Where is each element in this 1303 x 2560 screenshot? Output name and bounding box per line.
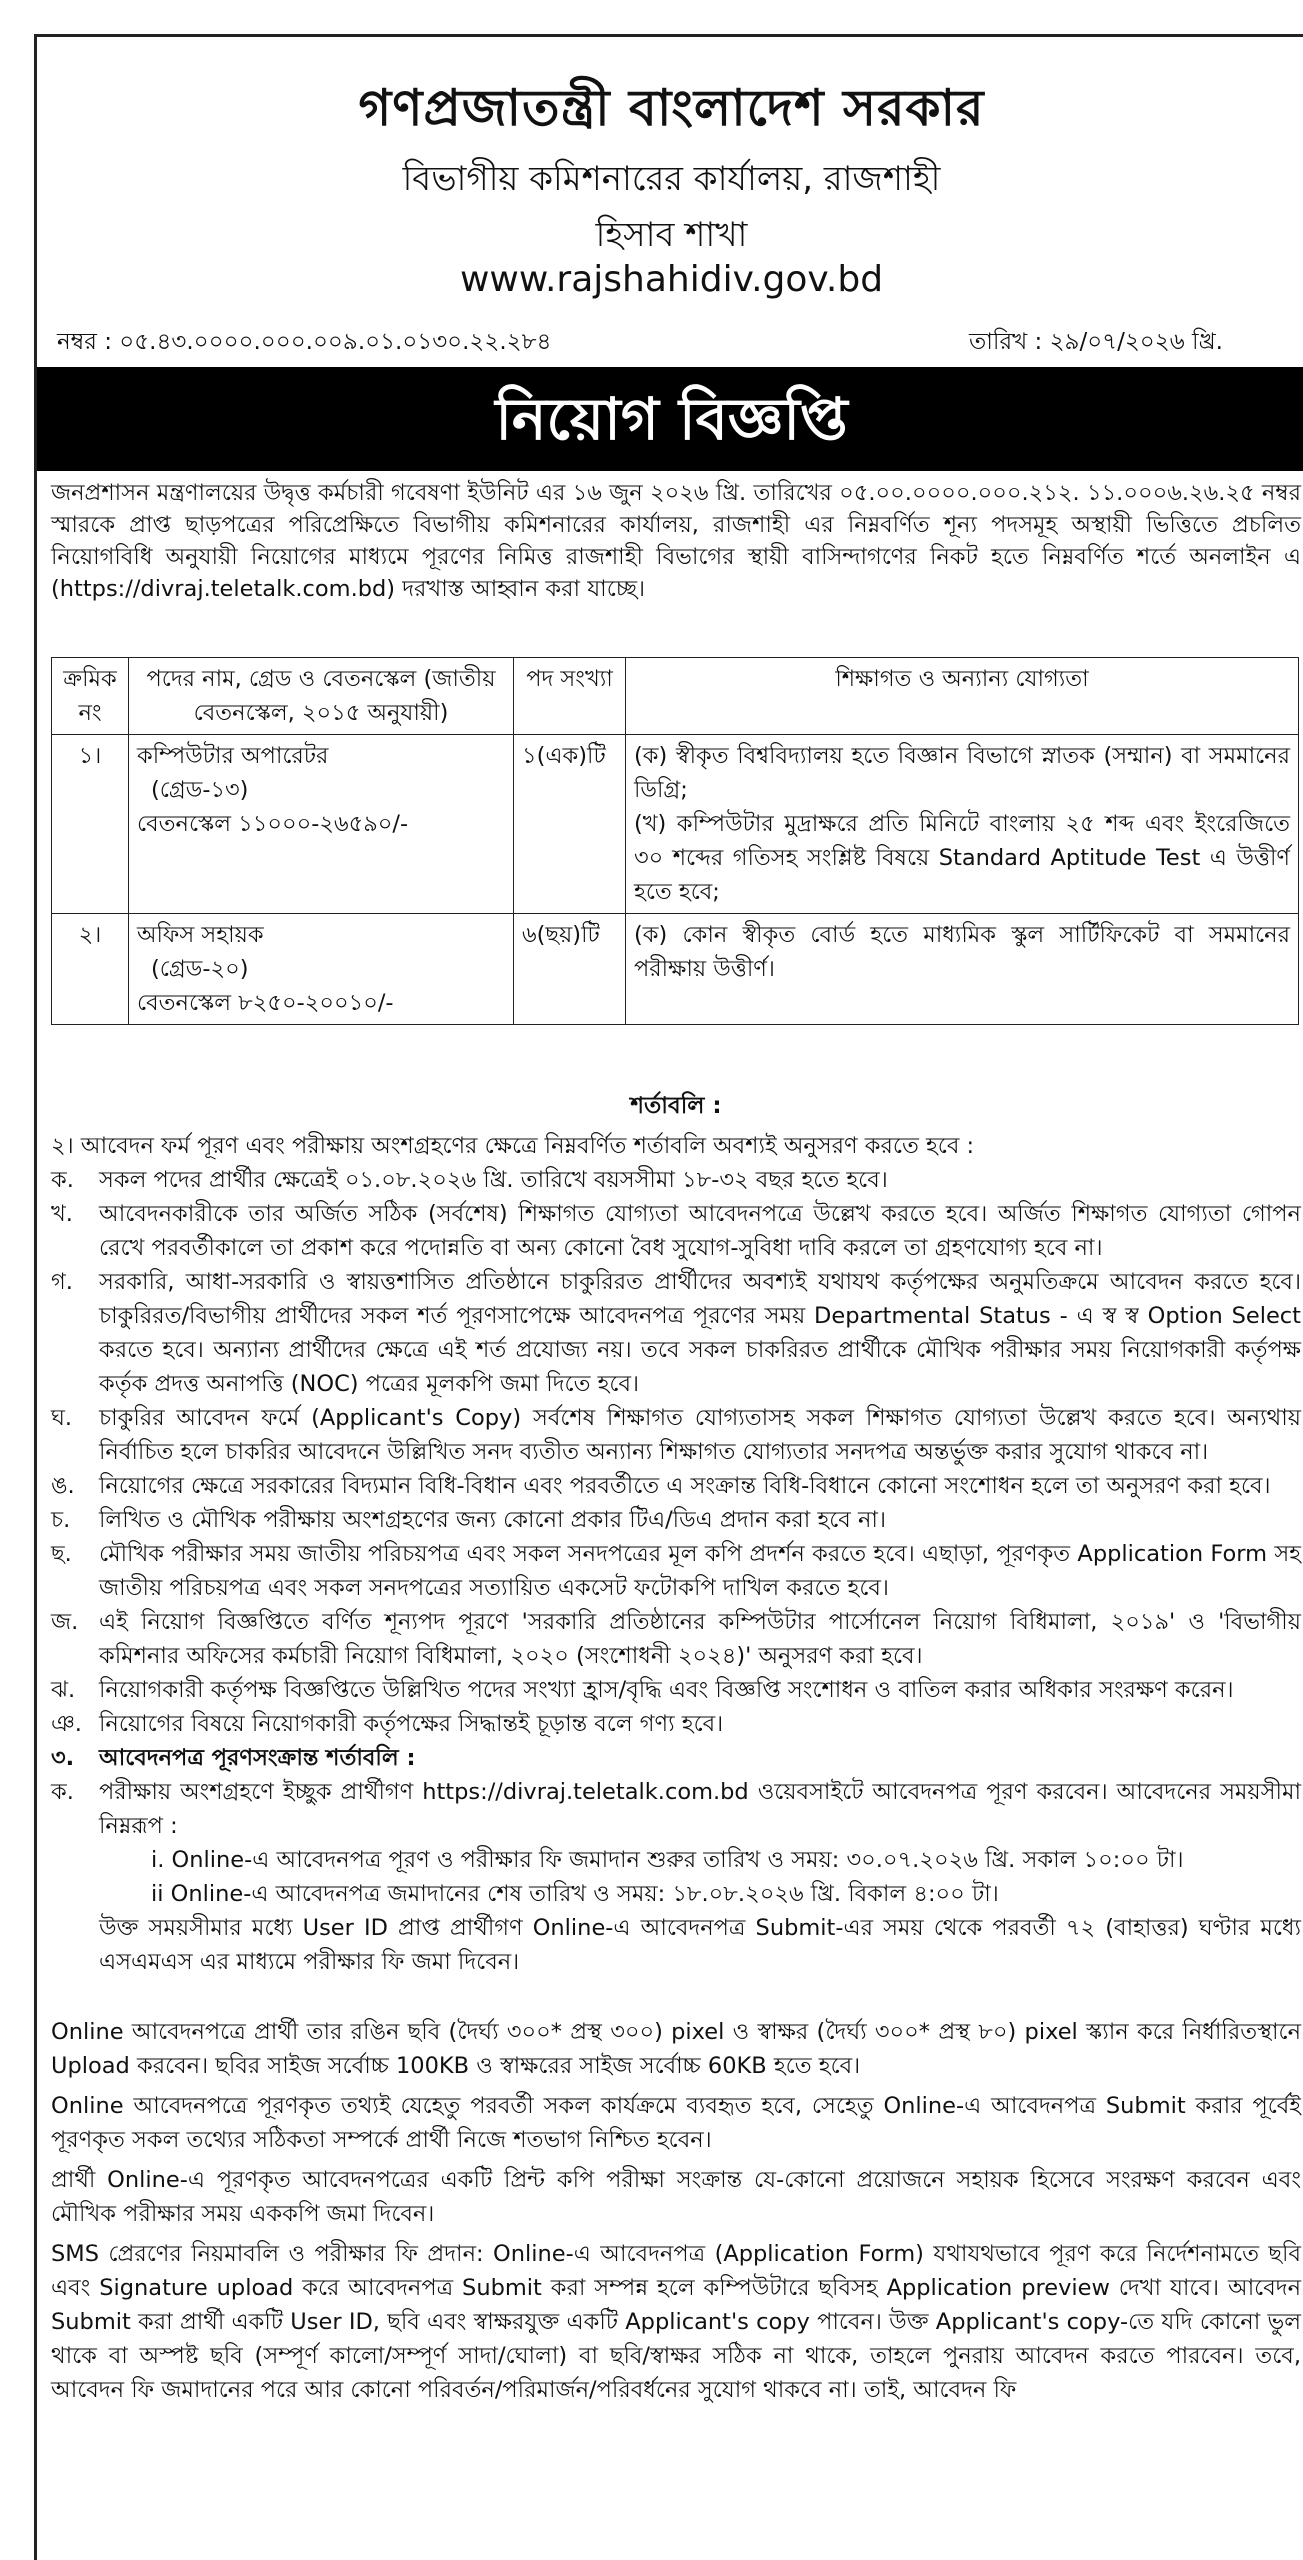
branch-name: হিসাব শাখা (595, 215, 748, 255)
terms-section (51, 1089, 1301, 2413)
item-text: নিয়োগকারী কর্তৃপক্ষ বিজ্ঞপ্তিতে উল্লিখিত পদের সংখ্যা হ্রাস/বৃদ্ধি এবং বিজ্ঞপ্তি সংশোধন ও বাতিল করার অধিকার সংরক্ষণ করেন। (99, 1677, 1234, 1703)
section-label: ৩. (51, 1745, 75, 1771)
info-accuracy-paragraph: Online আবেদনপত্রে পূরণকৃত তথ্যই যেহেতু পরবর্তী সকল কার্যক্রমে ব্যবহৃত হবে, সেহেতু Online-এ আবেদনপত্র Submit করার পূর্বেই পূরণকৃত সকল তথ্যের সঠিকতা সম্পর্কে প্রার্থী নিজে শতভাগ নিশ্চিত হবেন। (51, 2093, 1301, 2153)
list-item (51, 1605, 1301, 1673)
posts-table (51, 657, 1299, 1025)
item-text: আবেদনকারীকে তার অর্জিত সঠিক (সর্বশেষ) শিক্ষাগত যোগ্যতা আবেদনপত্রে উল্লেখ করতে হবে। অর্জিত শিক্ষাগত যোগ্যতা গোপন রেখে পরবর্তীকালে তা প্রকাশ করে পদোন্নতি বা অন্য কোনো বৈধ সুযোগ-সুবিধা দাবি করলে তা গ্রহণযোগ্য হবে না। (99, 1201, 1301, 1261)
post-name: কম্পিউটার অপারেটর (137, 743, 329, 769)
terms-intro: ২। আবেদন ফর্ম পূরণ এবং পরীক্ষায় অংশগ্রহণের ক্ষেত্রে নিম্নবর্ণিত শর্তাবলি অবশ্যই অনুসরণ করতে হবে : (51, 1133, 975, 1159)
memo-number: নম্বর : ০৫.৪৩.০০০০.০০০.০০৯.০১.০১৩০.২২.২৮৪ (57, 329, 552, 355)
row-count: ১(এক)টি (514, 735, 626, 914)
list-item (51, 1537, 1301, 1605)
application-end-time: ii Online-এ আবেদনপত্র জমাদানের শেষ তারিখ ও সময়: ১৮.০৮.২০২৬ খ্রি. বিকাল ৪:০০ টা। (151, 1881, 999, 1907)
item-text: সকল পদের প্রার্থীর ক্ষেত্রেই ০১.০৮.২০২৬ খ্রি. তারিখে বয়সসীমা ১৮-৩২ বছর হতে হবে। (99, 1167, 888, 1193)
item-text: চাকুরির আবেদন ফর্মে (Applicant's Copy) সর্বশেষ শিক্ষাগত যোগ্যতাসহ সকল শিক্ষাগত যোগ্যতা উল্লেখ করতে হবে। অন্যথায় নির্বাচিত হলে চাকরির আবেদনে উল্লিখিত সনদ ব্যতীত অন্যান্য শিক্ষাগত যোগ্যতার সনদপত্র অন্তর্ভুক্ত করার সুযোগ থাকবে না। (99, 1405, 1301, 1465)
item-text: নিয়োগের ক্ষেত্রে সরকারের বিদ্যমান বিধি-বিধান এবং পরবর্তীতে এ সংক্রান্ত বিধি-বিধানে কোনো সংশোধন হলে তা অনুসরণ করা হবে। (99, 1473, 1271, 1499)
post-scale: বেতনস্কেল ৮২৫০-২০০১০/- (137, 990, 394, 1016)
item-label: ঝ. (51, 1677, 76, 1703)
item-text: লিখিত ও মৌখিক পরীক্ষায় অংশগ্রহণের জন্য কোনো প্রকার টিএ/ডিএ প্রদান করা হবে না। (99, 1507, 886, 1533)
row-qualification (626, 914, 1299, 1025)
row-qualification (626, 735, 1299, 914)
office-name: বিভাগীয় কমিশনারের কার্যালয়, রাজশাহী (402, 159, 941, 199)
post-name: অফিস সহায়ক (137, 922, 264, 948)
table-row (52, 735, 1299, 914)
list-item (51, 1197, 1301, 1265)
list-item (51, 1265, 1301, 1401)
website-link[interactable]: www.rajshahidiv.gov.bd (459, 259, 884, 300)
qualification-item: (খ) কম্পিউটার মুদ্রাক্ষরে প্রতি মিনিটে বাংলায় ২৫ শব্দ এবং ইংরেজিতে ৩০ শব্দের গতিসহ সংশ্লিষ্ট বিষয়ে Standard Aptitude Test এ উত্তীর্ণ হতে হবে; (634, 811, 1290, 905)
section-3-heading (51, 1741, 1301, 1775)
header-qualification: শিক্ষাগত ও অন্যান্য যোগ্যতা (626, 658, 1299, 735)
notice-page (34, 34, 1303, 2560)
item-label: চ. (51, 1507, 71, 1533)
item-text: মৌখিক পরীক্ষার সময় জাতীয় পরিচয়পত্র এবং সকল সনদপত্রের মূল কপি প্রদর্শন করতে হবে। এছাড়া, পূরণকৃত Application Form সহ জাতীয় পরিচয়পত্র এবং সকল সনদপত্রের সত্যায়িত একসেট ফটোকপি দাখিল করতে হবে। (99, 1541, 1301, 1601)
item-text: পরীক্ষায় অংশগ্রহণে ইচ্ছুক প্রার্থীগণ https://divraj.teletalk.com.bd ওয়েবসাইটে আবেদনপত্র পূরণ করবেন। আবেদনের সময়সীমা নিম্নরূপ : (99, 1779, 1301, 1839)
row-serial: ২। (52, 914, 129, 1025)
item-label: ক. (51, 1779, 74, 1805)
photo-upload-paragraph: Online আবেদনপত্রে প্রার্থী তার রঙিন ছবি (দৈর্ঘ্য ৩০০* প্রস্থ ৩০০) pixel ও স্বাক্ষর (দৈর্ঘ্য ৩০০* প্রস্থ ৮০) pixel স্ক্যান করে নির্ধারিতস্থানে Upload করবেন। ছবির সাইজ সর্বোচ্চ 100KB ও স্বাক্ষরের সাইজ সর্বোচ্চ 60KB হতে হবে। (51, 2019, 1301, 2079)
notice-date: তারিখ : ২৯/০৭/২০২৬ খ্রি. (968, 329, 1223, 355)
terms-title: শর্তাবলি : (630, 1093, 722, 1119)
item-label: খ. (51, 1201, 73, 1227)
row-serial: ১। (52, 735, 129, 914)
qualification-item: (ক) কোন স্বীকৃত বোর্ড হতে মাধ্যমিক স্কুল সার্টিফিকেট বা সমমানের পরীক্ষায় উত্তীর্ণ। (634, 922, 1290, 982)
list-item (51, 1503, 1301, 1537)
row-count: ৬(ছয়)টি (514, 914, 626, 1025)
fee-note-text: উক্ত সময়সীমার মধ্যে User ID প্রাপ্ত প্রার্থীগণ Online-এ আবেদনপত্র Submit-এর সময় থেকে পরবর্তী ৭২ (বাহাত্তর) ঘণ্টার মধ্যে এসএমএস এর মাধ্যমে পরীক্ষার ফি জমা দিবেন। (99, 1915, 1301, 1975)
header-serial: ক্রমিক নং (52, 658, 129, 735)
list-item (51, 1401, 1301, 1469)
header-post: পদের নাম, গ্রেড ও বেতনস্কেল (জাতীয় বেতনস্কেল, ২০১৫ অনুযায়ী) (129, 658, 514, 735)
table-row (52, 914, 1299, 1025)
post-grade: (গ্রেড-২০) (151, 956, 249, 982)
item-label: ক. (51, 1167, 74, 1193)
item-text: এই নিয়োগ বিজ্ঞপ্তিতে বর্ণিত শূন্যপদ পূরণে 'সরকারি প্রতিষ্ঠানের কম্পিউটার পার্সোনেল নিয়োগ বিধিমালা, ২০১৯' ও 'বিভাগীয় কমিশনার অফিসের কর্মচারী নিয়োগ বিধিমালা, ২০২০ (সংশোধনী ২০২৪)' অনুসরণ করা হবে। (99, 1609, 1301, 1669)
list-item (51, 1707, 1301, 1741)
header-count: পদ সংখ্যা (514, 658, 626, 735)
post-grade: (গ্রেড-১৩) (151, 777, 249, 803)
item-label: ছ. (51, 1541, 72, 1567)
intro-paragraph: জনপ্রশাসন মন্ত্রণালয়ের উদ্বৃত্ত কর্মচারী গবেষণা ইউনিট এর ১৬ জুন ২০২৬ খ্রি. তারিখের ০৫.০০.০০০০.০০০.২১২. ১১.০০০৬.২৬.২৫ নম্বর স্মারকে প্রাপ্ত ছাড়পত্রের পরিপ্রেক্ষিতে বিভাগীয় কমিশনারের কার্যালয়, রাজশাহী এর নিম্নবর্ণিত শূন্য পদসমূহ অস্থায়ী ভিত্তিতে প্রচলিত নিয়োগবিধি অনুযায়ী নিয়োগের মাধ্যমে পূরণের নিমিত্ত রাজশাহী বিভাগের স্থায়ী বাসিন্দাগণের নিকট হতে নিম্নবর্ণিত শর্তে অনলাইন এ (https://divraj.teletalk.com.bd) দরখাস্ত আহ্বান করা যাচ্ছে। (51, 480, 1301, 602)
qualification-item: (ক) স্বীকৃত বিশ্ববিদ্যালয় হতে বিজ্ঞান বিভাগে স্নাতক (সম্মান) বা সমমানের ডিগ্রি; (634, 743, 1290, 803)
list-item (51, 1469, 1301, 1503)
row-post (129, 735, 514, 914)
list-item (51, 1163, 1301, 1197)
item-label: গ. (51, 1269, 73, 1295)
table-header-row (52, 658, 1299, 735)
item-text: নিয়োগের বিষয়ে নিয়োগকারী কর্তৃপক্ষের সিদ্ধান্তই চূড়ান্ত বলে গণ্য হবে। (99, 1711, 724, 1737)
item-label: জ. (51, 1609, 79, 1635)
application-start-time: i. Online-এ আবেদনপত্র পূরণ ও পরীক্ষার ফি জমাদান শুরুর তারিখ ও সময়: ৩০.০৭.২০২৬ খ্রি. সকাল ১০:০০ টা। (151, 1847, 1184, 1873)
fee-note (51, 1911, 1301, 1979)
item-text: সরকারি, আধা-সরকারি ও স্বায়ত্তশাসিত প্রতিষ্ঠানে চাকুরিরত প্রার্থীদের অবশ্যই যথাযথ কর্তৃপক্ষের অনুমতিক্রমে আবেদন করতে হবে। চাকুরিরত/বিভাগীয় প্রার্থীদের সকল শর্ত পূরণসাপেক্ষে আবেদনপত্র পূরণের সময় Departmental Status - এ স্ব স্ব Option Select করতে হবে। অন্যান্য প্রার্থীদের ক্ষেত্রে এই শর্ত প্রযোজ্য নয়। তবে সকল চাকরিরত প্রার্থীকে মৌখিক পরীক্ষার সময় নিয়োগকারী কর্তৃপক্ষ কর্তৃক প্রদত্ত অনাপত্তি (NOC) পত্রের মূলকপি জমা দিতে হবে। (99, 1269, 1301, 1397)
post-scale: বেতনস্কেল ১১০০০-২৬৫৯০/- (137, 811, 409, 837)
item-label: ঙ. (51, 1473, 75, 1499)
section-title: আবেদনপত্র পূরণসংক্রান্ত শর্তাবলি : (99, 1745, 416, 1771)
print-copy-paragraph: প্রার্থী Online-এ পূরণকৃত আবেদনপত্রের একটি প্রিন্ট কপি পরীক্ষা সংক্রান্ত যে-কোনো প্রয়োজনে সহায়ক হিসেবে সংরক্ষণ করবেন এবং মৌখিক পরীক্ষার সময় এককপি জমা দিবেন। (51, 2167, 1301, 2227)
notice-banner: নিয়োগ বিজ্ঞপ্তি (37, 367, 1303, 471)
government-title: গণপ্রজাতন্ত্রী বাংলাদেশ সরকার (358, 79, 985, 137)
list-item (51, 1673, 1301, 1707)
item-label: ঞ. (51, 1711, 82, 1737)
item-label: ঘ. (51, 1405, 73, 1431)
list-item (51, 1775, 1301, 1843)
sms-fee-paragraph: SMS প্রেরণের নিয়মাবলি ও পরীক্ষার ফি প্রদান: Online-এ আবেদনপত্র (Application Form) যথাযথভাবে পূরণ করে নির্দেশনামতে ছবি এবং Signature upload করে আবেদনপত্র Submit করা সম্পন্ন হলে কম্পিউটারে ছবিসহ Application preview দেখা যাবে। আবেদন Submit করা প্রার্থী একটি User ID, ছবি এবং স্বাক্ষরযুক্ত একটি Applicant's copy পাবেন। উক্ত Applicant's copy-তে যদি কোনো ভুল থাকে বা অস্পষ্ট ছবি (সম্পূর্ণ কালো/সম্পূর্ণ সাদা/ঘোলা) বা ছবি/স্বাক্ষর সঠিক না থাকে, তাহলে পুনরায় আবেদন করতে পারবেন। তবে, আবেদন ফি জমাদানের পরে আর কোনো পরিবর্তন/পরিমার্জন/পরিবর্ধনের সুযোগ থাকবে না। তাই, আবেদন ফি (51, 2241, 1301, 2403)
row-post (129, 914, 514, 1025)
